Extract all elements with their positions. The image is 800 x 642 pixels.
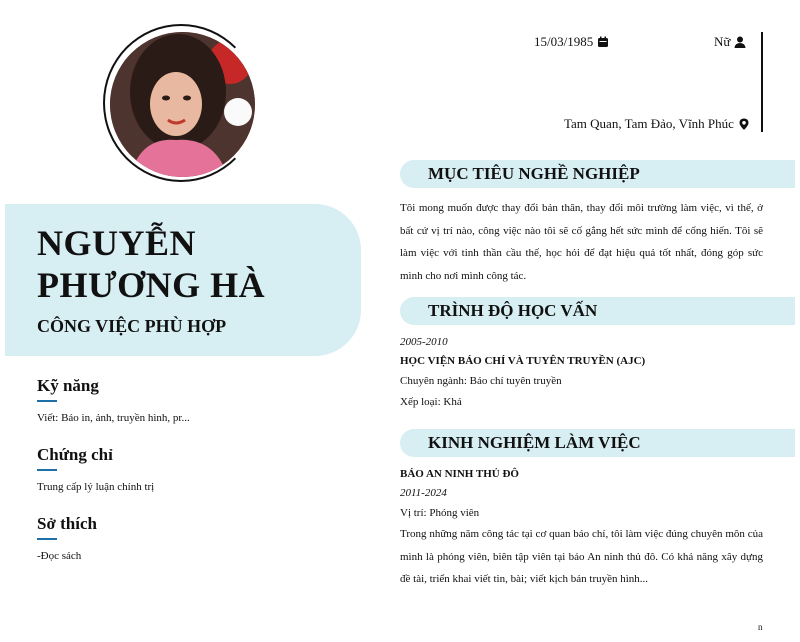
- education-header: [400, 297, 795, 325]
- full-name-line-1: NGUYỄN: [37, 223, 197, 263]
- objective-header: [400, 160, 795, 188]
- objective-text: Tôi mong muốn được thay đổi bản thân, thay đổi môi trường làm việc, vì thế, ở bất cứ vị trí nào, công việc nào tôi sẽ cố gắng hết sức mình để cống hiến. Tôi sẽ làm việc với tinh thần cầu thế, học hỏi để đạt hiệu quả tốt nhất, đóng góp sức mình cho nơi mình công tác.: [400, 202, 763, 282]
- objective-title: MỤC TIÊU NGHỀ NGHIỆP: [428, 164, 640, 183]
- calendar-icon: [597, 36, 609, 48]
- skills-underline: [37, 400, 57, 402]
- address-info: [564, 116, 750, 132]
- education-major: Chuyên ngành: Báo chí tuyên truyền: [400, 375, 562, 387]
- page-mark: n: [758, 622, 763, 632]
- certificates-title: Chứng chỉ: [37, 445, 113, 464]
- experience-position: Vị trí: Phóng viên: [400, 507, 480, 519]
- education-grade: Xếp loại: Khá: [400, 396, 462, 408]
- experience-title: KINH NGHIỆM LÀM VIỆC: [428, 433, 641, 452]
- birthdate-text: 15/03/1985: [534, 34, 594, 49]
- hobbies-title: Sở thích: [37, 514, 97, 533]
- birthdate-info: [534, 34, 609, 50]
- certificates-underline: [37, 469, 57, 471]
- hobbies-underline: [37, 538, 57, 540]
- experience-company: BÁO AN NINH THỦ ĐÔ: [400, 468, 519, 480]
- education-school: HỌC VIỆN BÁO CHÍ VÀ TUYÊN TRUYỀN (AJC): [400, 355, 646, 367]
- experience-description: Trong những năm công tác tại cơ quan báo chí, tôi làm việc đúng chuyên môn của mình là phóng viên, biên tập viên tại báo An ninh thủ đô. Có khả năng xây dựng đề tài, triển khai viết tin, bài; viết kịch bản truyền hình...: [400, 528, 763, 585]
- hobbies-text: -Đọc sách: [37, 550, 82, 562]
- map-pin-icon: [738, 118, 750, 130]
- gender-text: Nữ: [714, 34, 731, 49]
- gender-info: [714, 34, 746, 50]
- experience-header: [400, 429, 795, 457]
- education-title: TRÌNH ĐỘ HỌC VẤN: [428, 301, 598, 320]
- education-period: 2005-2010: [400, 336, 448, 348]
- person-icon: [734, 36, 746, 48]
- certificates-text: Trung cấp lý luận chính trị: [37, 481, 155, 493]
- contact-divider: [761, 32, 763, 132]
- skills-title: Kỹ năng: [37, 376, 99, 395]
- avatar-photo: [110, 32, 255, 177]
- experience-period: 2011-2024: [400, 487, 447, 499]
- avatar: [110, 32, 255, 177]
- address-text: Tam Quan, Tam Đảo, Vĩnh Phúc: [564, 116, 734, 131]
- skills-text: Viết: Báo in, ảnh, truyền hình, pr...: [37, 412, 190, 424]
- full-name-line-2: PHƯƠNG HÀ: [37, 265, 266, 305]
- job-title: CÔNG VIỆC PHÙ HỢP: [37, 316, 227, 336]
